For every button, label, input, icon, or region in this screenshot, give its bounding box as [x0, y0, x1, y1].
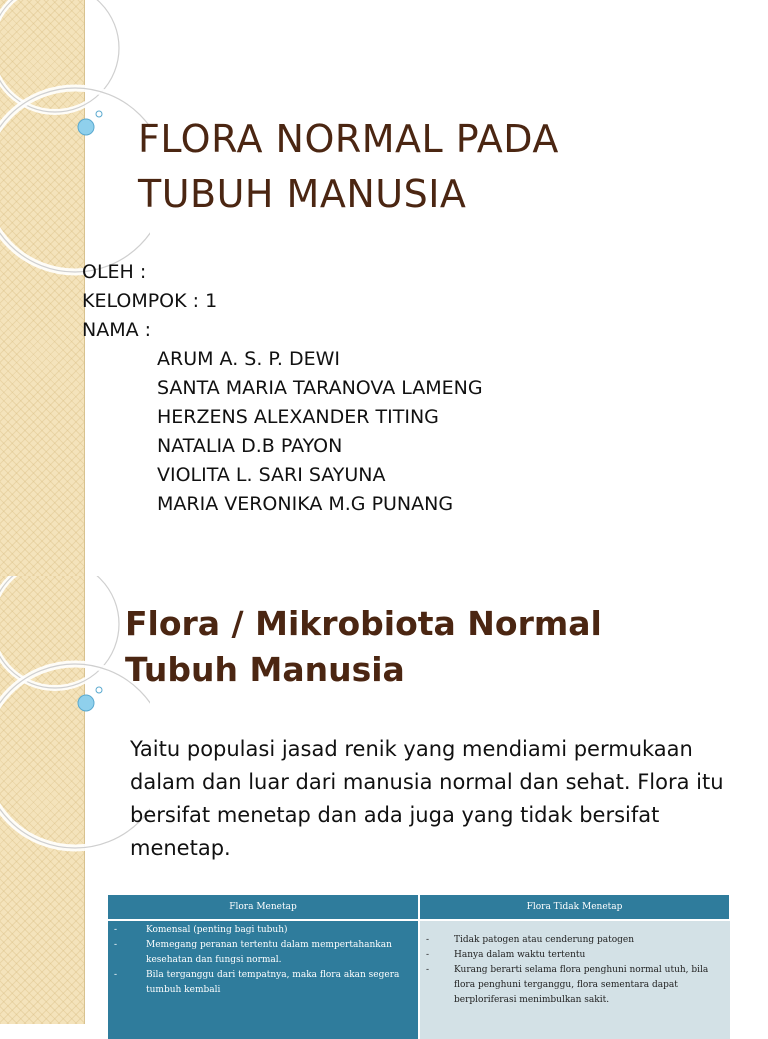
- list-item: - Hanya dalam waktu tertentu: [426, 948, 724, 963]
- member-name: ARUM A. S. P. DEWI: [157, 348, 341, 370]
- member-name: MARIA VERONIKA M.G PUNANG: [157, 493, 454, 515]
- list-item: - Tidak patogen atau cenderung patogen: [426, 933, 724, 948]
- list-item: - Kurang berarti selama flora penghuni normal utuh, bila flora penghuni terganggu, flora sementara dapat berploriferasi menimbulkan sakit.: [426, 963, 724, 1008]
- flora-menetap-cell: [108, 920, 419, 1039]
- flora-tidak-menetap-list: [426, 933, 724, 1008]
- definition-text: Yaitu populasi jasad renik yang mendiami permukaan dalam dan luar dari manusia normal dan sehat. Flora itu bersifat menetap dan ada juga yang tidak bersifat menetap.: [130, 737, 724, 860]
- name-label: NAMA :: [82, 319, 152, 341]
- flora-tidak-menetap-cell: [419, 920, 730, 1039]
- by-label: OLEH :: [82, 261, 147, 283]
- flora-comparison-table: [108, 895, 731, 1039]
- member-name: VIOLITA L. SARI SAYUNA: [157, 464, 386, 486]
- flora-menetap-list: [114, 923, 412, 998]
- table-header-row: [108, 895, 730, 920]
- list-item: - Komensal (penting bagi tubuh): [114, 923, 412, 938]
- member-name: NATALIA D.B PAYON: [157, 435, 343, 457]
- list-item: - Memegang peranan tertentu dalam mempertahankan kesehatan dan fungsi normal.: [114, 938, 412, 968]
- slide-title: [138, 112, 738, 222]
- content-title-line-2: Tubuh Manusia: [125, 650, 405, 689]
- content-title: [125, 601, 745, 693]
- slide-title-line-1: FLORA NORMAL PADA: [138, 117, 559, 161]
- list-item: - Bila terganggu dari tempatnya, maka flora akan segera tumbuh kembali: [114, 968, 412, 998]
- table-row: [108, 920, 730, 1039]
- member-name: SANTA MARIA TARANOVA LAMENG: [157, 377, 483, 399]
- author-block: [82, 258, 483, 519]
- group-label: KELOMPOK : 1: [82, 290, 218, 312]
- content-title-line-1: Flora / Mikrobiota Normal: [125, 604, 602, 643]
- member-name: HERZENS ALEXANDER TITING: [157, 406, 439, 428]
- slide-title-line-2: TUBUH MANUSIA: [138, 172, 467, 216]
- header-flora-menetap: Flora Menetap: [108, 895, 419, 920]
- header-flora-tidak-menetap: Flora Tidak Menetap: [419, 895, 730, 920]
